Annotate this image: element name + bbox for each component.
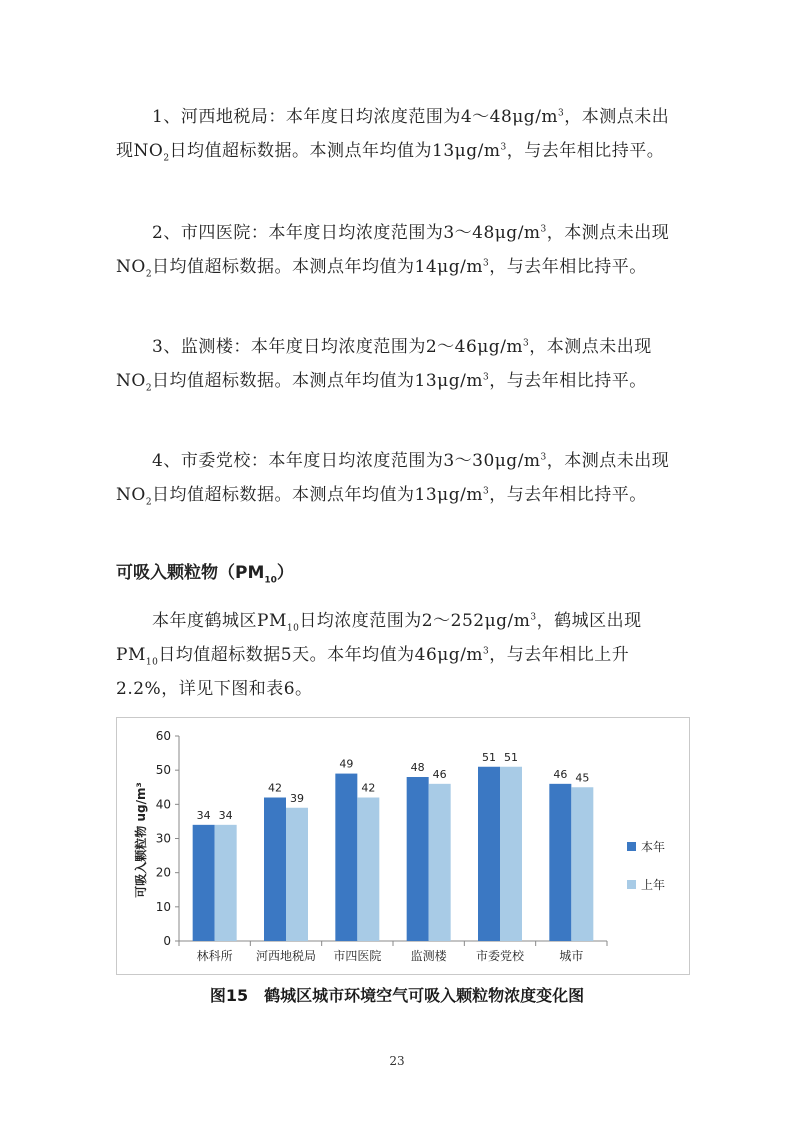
x-tick-label: 市委党校	[475, 949, 525, 963]
y-tick-label: 10	[155, 899, 171, 914]
y-tick-label: 50	[155, 763, 171, 778]
data-label: 39	[290, 791, 304, 805]
section-heading: 可吸入颗粒物$(PM_{10})$	[116, 563, 294, 586]
bar-previous	[500, 767, 522, 941]
bar-current	[264, 798, 286, 942]
x-tick-label: 市四医院	[333, 949, 382, 963]
y-tick-label: 30	[155, 831, 171, 846]
bar-current	[407, 777, 429, 941]
y-tick-label: 40	[155, 797, 171, 812]
bar-current	[335, 774, 357, 941]
bar-previous	[215, 825, 237, 941]
paragraph-4: 4、市委党校：本年度日均浓度范围为$3\sim 30\mu g/m^3$，本测点未出现$NO_2$日均值超标数据。本测点年均值为$13\mu g/m^3$，与去年相比持平。	[116, 451, 670, 508]
bar-previous	[429, 784, 451, 941]
bar-current	[478, 767, 500, 941]
paragraph-3: 3、监测楼：本年度日均浓度范围为$2\sim 46\mu g/m^3$，本测点未出现$NO_2$日均值超标数据。本测点年均值为$13\mu g/m^3$，与去年相比持平。	[116, 337, 652, 394]
x-tick-label: 河西地税局	[255, 949, 317, 963]
page-number: 23	[389, 1054, 405, 1068]
legend-label: 本年	[641, 840, 666, 854]
data-label: 51	[482, 750, 496, 764]
legend-swatch	[627, 880, 636, 889]
data-label: 45	[575, 771, 590, 785]
legend-swatch	[627, 842, 636, 851]
data-label: 46	[432, 767, 447, 781]
paragraph-2: 2、市四医院：本年度日均浓度范围为$3\sim 48\mu g/m^3$，本测点未出现$NO_2$日均值超标数据。本测点年均值为$14\mu g/m^3$，与去年相比持平。	[116, 223, 670, 280]
pm10-bar-chart	[117, 718, 689, 974]
data-label: 42	[268, 781, 282, 795]
x-tick-label: 城市	[559, 949, 584, 963]
paragraph-1: 1、河西地税局：本年度日均浓度范围为$4\sim 48\mu g/m^3$，本测点未出现$NO_2$日均值超标数据。本测点年均值为$13\mu g/m^3$，与去年相比持平。	[116, 107, 670, 164]
figure-caption: 图15 鹤城区城市环境空气可吸入颗粒物浓度变化图	[209, 986, 585, 1005]
bar-previous	[286, 808, 308, 941]
y-tick-label: 60	[155, 729, 171, 743]
data-label: 34	[218, 808, 233, 822]
chart-bars	[193, 751, 594, 941]
data-label: 49	[339, 757, 354, 771]
legend-label: 上年	[641, 878, 666, 892]
y-tick-label: 20	[155, 865, 171, 880]
data-label: 51	[504, 750, 518, 764]
bar-previous	[357, 798, 379, 942]
bar-current	[193, 825, 215, 941]
data-label: 34	[196, 808, 211, 822]
x-tick-label: 林科所	[196, 949, 233, 963]
bar-current	[549, 784, 571, 941]
data-label: 42	[361, 781, 376, 795]
data-label: 48	[410, 761, 425, 774]
x-tick-label: 监测楼	[410, 949, 447, 963]
chart-legend	[627, 839, 665, 892]
chart-frame	[116, 717, 690, 975]
y-tick-label: 0	[163, 934, 171, 948]
y-axis-label: 可吸入颗粒物 ug/m³	[134, 782, 148, 898]
bar-previous	[571, 787, 593, 941]
pm10-paragraph: 本年度鹤城区$PM_{10}$日均浓度范围为$2\sim 252\mu g/m^3$，鹤城区出现$PM_{10}$日均值超标数据5天。本年均值为$46\mu g/m^3$，与去年相比上升2.2%，详见下图和表6。	[116, 611, 642, 699]
data-label: 46	[553, 767, 568, 781]
